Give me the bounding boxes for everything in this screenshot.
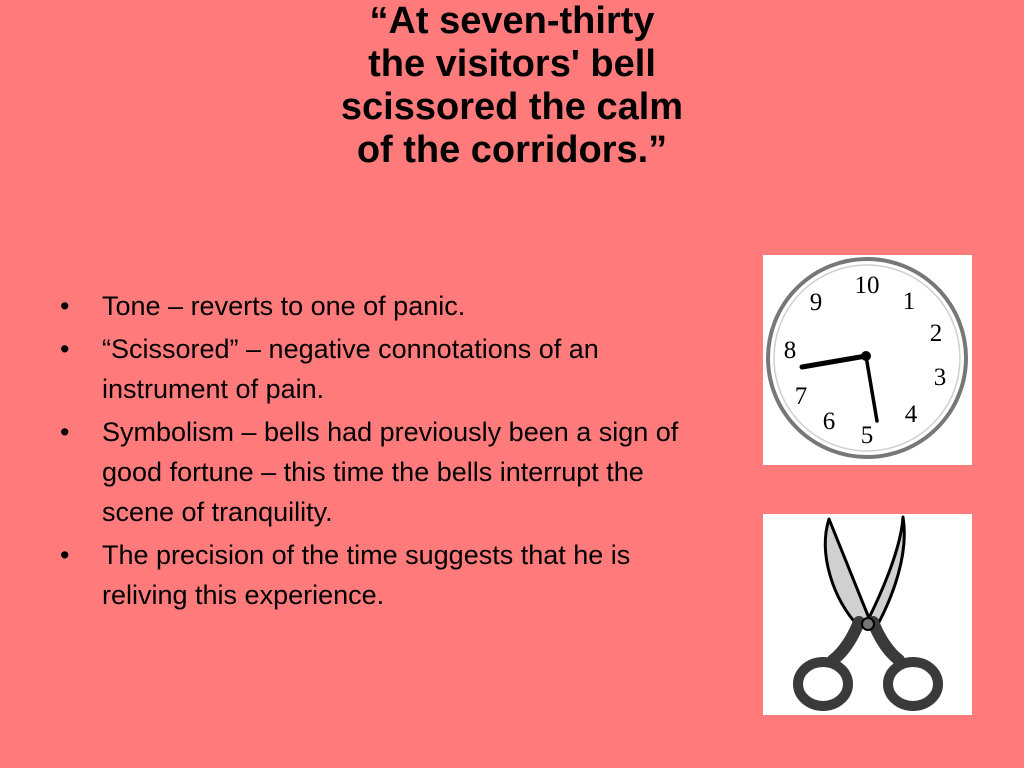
title-line: of the corridors.” [356, 129, 668, 171]
scissors-handle [873, 622, 899, 660]
bullet-text: “Scissored” – negative connotations of an instrument of pain. [102, 334, 599, 404]
clock-numeral: 8 [783, 337, 797, 364]
scissors-pivot [862, 618, 874, 630]
bullet-dot: • [60, 334, 70, 364]
scissors-blade [825, 519, 869, 627]
scissors-icon [763, 514, 972, 715]
title-line: scissored the calm [340, 86, 684, 128]
bullet-dot: • [60, 540, 70, 570]
scissors-finger-ring [798, 662, 848, 706]
clock-numeral: 6 [822, 408, 836, 435]
clock-image [763, 255, 972, 465]
slide-title [250, 0, 774, 172]
scissors-blade [867, 517, 904, 626]
bullet-dot: • [60, 291, 70, 321]
bullet-text: Symbolism – bells had previously been a sign of good fortune – this time the bells interrupt the scene of tranquility. [102, 417, 679, 527]
scissors-finger-ring [888, 662, 938, 706]
clock-numeral: 1 [902, 288, 916, 315]
bullet-item [60, 535, 710, 615]
bullet-text: The precision of the time suggests that he is reliving this experience. [102, 540, 631, 610]
clock-numeral: 9 [809, 289, 823, 316]
scissors-image [763, 514, 972, 715]
title-line: “At seven-thirty [369, 0, 655, 42]
bullet-item [60, 329, 710, 409]
scissors-handle [833, 622, 859, 660]
bullet-list [60, 286, 710, 618]
bullet-text: Tone – reverts to one of panic. [102, 291, 466, 321]
clock-numeral: 4 [904, 401, 918, 428]
bullet-item [60, 286, 710, 326]
bullet-item [60, 412, 710, 532]
clock-numeral: 5 [860, 422, 874, 449]
title-line: the visitors' bell [368, 43, 656, 85]
clock-numeral: 10 [854, 272, 880, 299]
clock-pivot [861, 351, 871, 361]
clock-icon [763, 255, 972, 465]
clock-numeral: 3 [933, 364, 947, 391]
bullet-dot: • [60, 417, 70, 447]
clock-numeral: 7 [794, 383, 808, 410]
clock-numeral: 2 [929, 320, 943, 347]
